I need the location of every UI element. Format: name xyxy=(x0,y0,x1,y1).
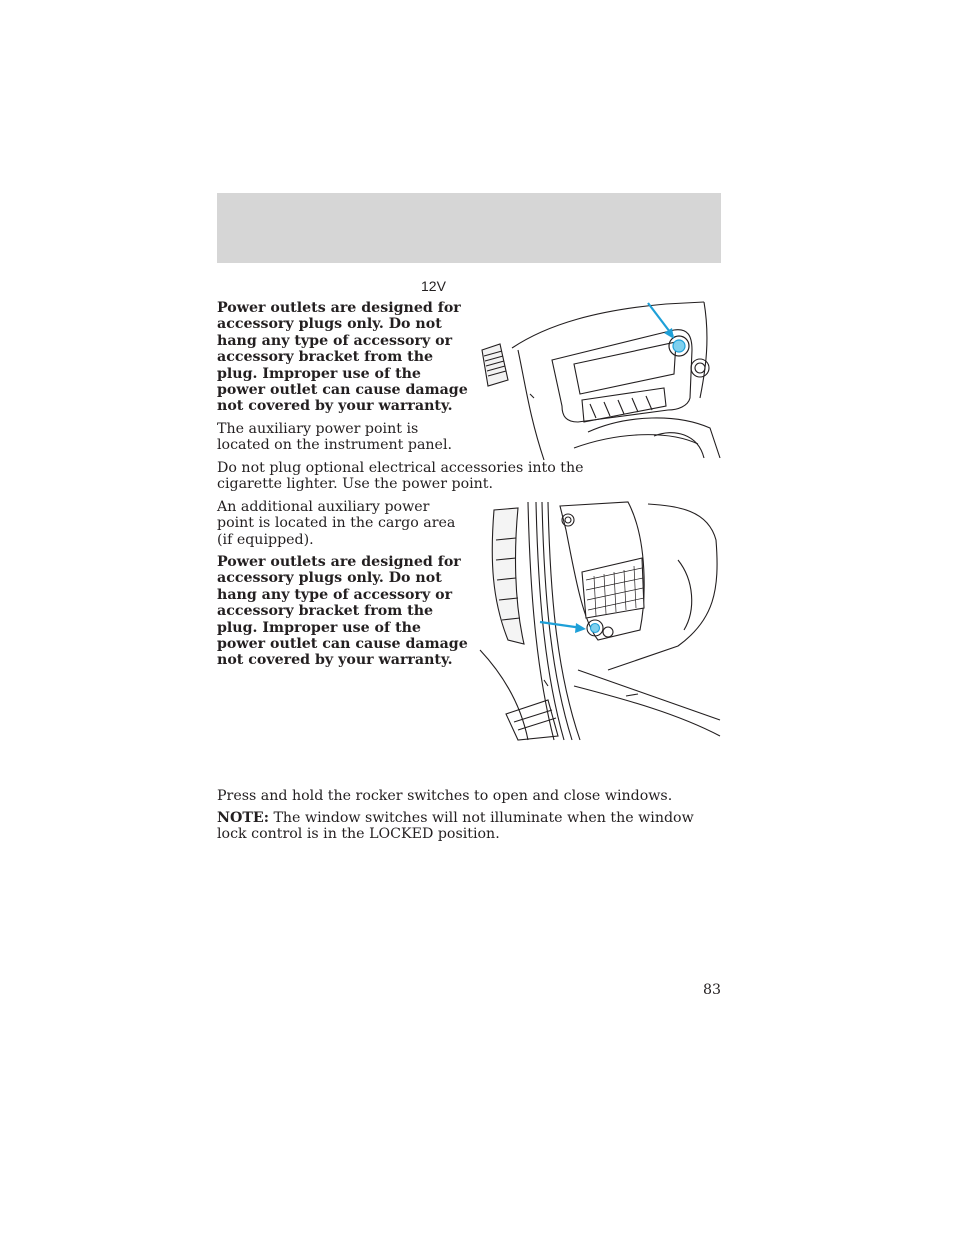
additional-power-point-text: An additional auxiliary power point is located in the cargo area (if equipped). xyxy=(217,499,456,548)
section-header-band xyxy=(217,193,721,263)
window-switch-instructions: Press and hold the rocker switches to open and close windows. xyxy=(217,788,673,804)
window-note xyxy=(217,810,721,843)
note-body: The window switches will not illuminate when the window lock control is in the LOCKED position. xyxy=(217,810,694,843)
cargo-area-power-point-illustration xyxy=(478,500,722,742)
figure-label-12v: 12V xyxy=(421,278,446,294)
aux-power-location-text: The auxiliary power point is located on the instrument panel. xyxy=(217,421,453,454)
no-cigarette-lighter-text: Do not plug optional electrical accessories into the cigarette lighter. Use the power point. xyxy=(217,460,584,493)
page-number: 83 xyxy=(702,982,721,998)
warning-paragraph-1: Power outlets are designed for accessory plugs only. Do not hang any type of accessory or accessory bracket from the plug. Improper use of the power outlet can cause damage not covered by your warranty. xyxy=(217,300,468,415)
warning-paragraph-2: Power outlets are designed for accessory plugs only. Do not hang any type of accessory or accessory bracket from the plug. Improper use of the power outlet can cause damage not covered by your warranty. xyxy=(217,554,468,669)
instrument-panel-power-point-illustration xyxy=(478,298,722,462)
note-label: NOTE: xyxy=(217,810,269,826)
